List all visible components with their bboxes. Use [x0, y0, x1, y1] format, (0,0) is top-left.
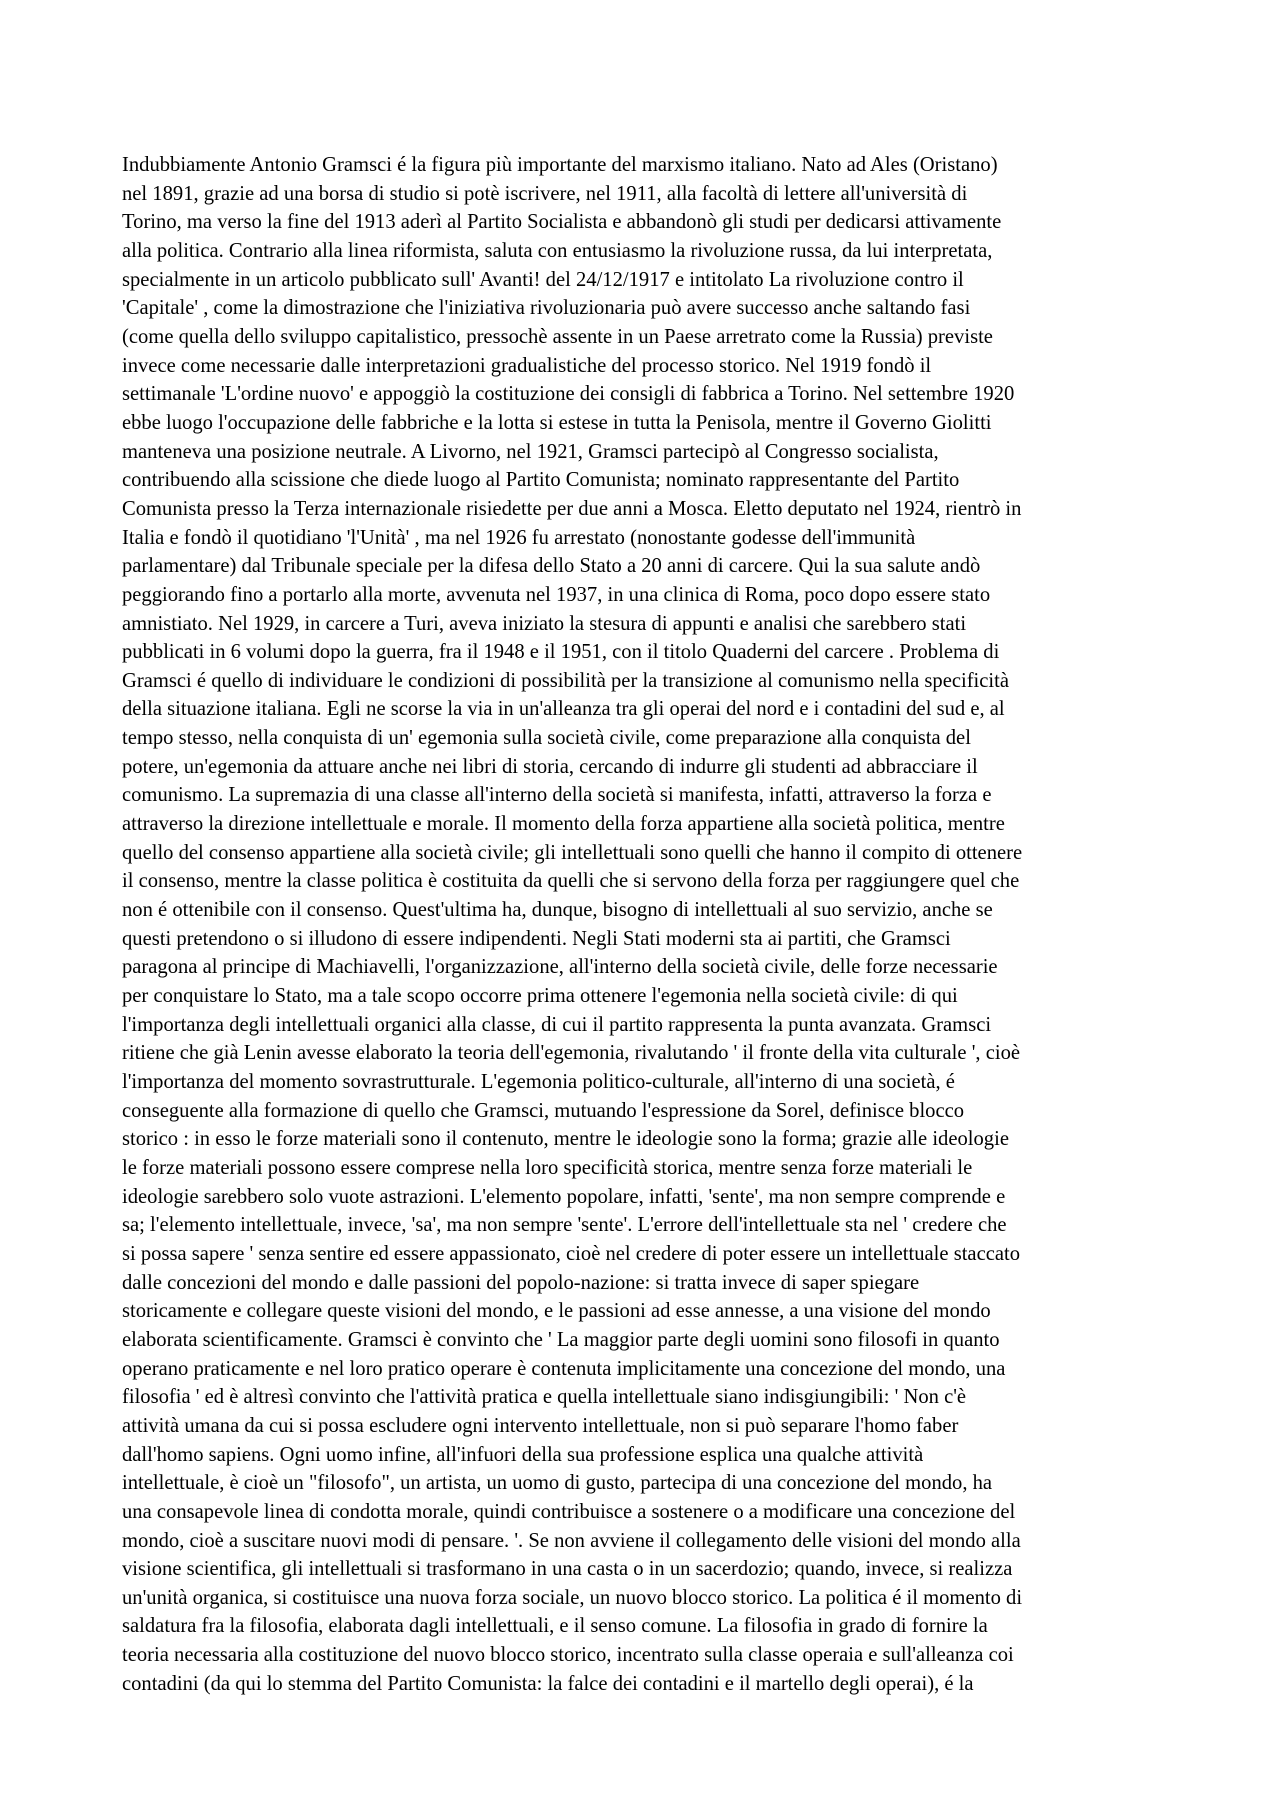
- text-line: filosofia ' ed è altresì convinto che l'attività pratica e quella intellettuale siano indisgiungibili: ' Non c'è: [122, 1386, 967, 1409]
- text-line: teoria necessaria alla costituzione del nuovo blocco storico, incentrato sulla classe operaia e sull'alleanza coi: [122, 1644, 1014, 1667]
- text-line: Gramsci é quello di individuare le condizioni di possibilità per la transizione al comunismo nella specificità: [122, 669, 1009, 692]
- text-line: Torino, ma verso la fine del 1913 aderì al Partito Socialista e abbandonò gli studi per dedicarsi attivamente: [122, 211, 1002, 234]
- text-line: per conquistare lo Stato, ma a tale scopo occorre prima ottenere l'egemonia nella società civile: di qui: [122, 985, 958, 1008]
- text-line: sa; l'elemento intellettuale, invece, 'sa', ma non sempre 'sente'. L'errore dell'intellettuale sta nel ' credere che: [122, 1214, 1007, 1237]
- text-line: visione scientifica, gli intellettuali si trasformano in una casta o in un sacerdozio; quando, invece, si realizza: [122, 1558, 1013, 1581]
- text-line: mondo, cioè a suscitare nuovi modi di pensare. '. Se non avviene il collegamento delle visioni del mondo alla: [122, 1529, 1021, 1552]
- text-line: paragona al principe di Machiavelli, l'organizzazione, all'interno della società civile, delle forze necessarie: [122, 956, 998, 979]
- text-line: ideologie sarebbero solo vuote astrazioni. L'elemento popolare, infatti, 'sente', ma non sempre comprende e: [122, 1185, 1006, 1208]
- text-line: comunismo. La supremazia di una classe all'interno della società si manifesta, infatti, attraverso la forza e: [122, 784, 992, 807]
- text-line: specialmente in un articolo pubblicato sull' Avanti! del 24/12/1917 e intitolato La rivoluzione contro il: [122, 268, 964, 291]
- text-line: (come quella dello sviluppo capitalistico, pressochè assente in un Paese arretrato come la Russia) previste: [122, 325, 993, 348]
- body-paragraph: [122, 151, 1162, 1698]
- text-line: contribuendo alla scissione che diede luogo al Partito Comunista; nominato rappresentante del Partito: [122, 469, 960, 492]
- text-line: si possa sapere ' senza sentire ed essere appassionato, cioè nel credere di poter essere un intellettuale staccato: [122, 1242, 1021, 1265]
- text-line: nel 1891, grazie ad una borsa di studio si potè iscrivere, nel 1911, alla facoltà di lettere all'università di: [122, 182, 968, 205]
- text-line: della situazione italiana. Egli ne scorse la via in un'alleanza tra gli operai del nord e i contadini del sud e, al: [122, 698, 1005, 721]
- text-line: intellettuale, è cioè un "filosofo", un artista, un uomo di gusto, partecipa di una concezione del mondo, ha: [122, 1472, 993, 1495]
- text-line: conseguente alla formazione di quello che Gramsci, mutuando l'espressione da Sorel, definisce blocco: [122, 1099, 965, 1122]
- text-line: manteneva una posizione neutrale. A Livorno, nel 1921, Gramsci partecipò al Congresso socialista,: [122, 440, 939, 463]
- text-line: storicamente e collegare queste visioni del mondo, e le passioni ad esse annesse, a una visione del mondo: [122, 1300, 991, 1323]
- text-line: alla politica. Contrario alla linea riformista, saluta con entusiasmo la rivoluzione russa, da lui interpretata,: [122, 239, 993, 262]
- text-line: Indubbiamente Antonio Gramsci é la figura più importante del marxismo italiano. Nato ad Ales (Oristano): [122, 154, 998, 176]
- text-line: Comunista presso la Terza internazionale risiedette per due anni a Mosca. Eletto deputato nel 1924, rientrò in: [122, 497, 1022, 520]
- text-line: ebbe luogo l'occupazione delle fabbriche e la lotta si estese in tutta la Penisola, mentre il Governo Giolitti: [122, 411, 992, 434]
- text-line: potere, un'egemonia da attuare anche nei libri di storia, cercando di indurre gli studenti ad abbracciare il: [122, 755, 978, 778]
- text-line: storico : in esso le forze materiali sono il contenuto, mentre le ideologie sono la forma; grazie alle ideologie: [122, 1128, 1009, 1151]
- text-line: dalle concezioni del mondo e dalle passioni del popolo-nazione: si tratta invece di saper spiegare: [122, 1271, 920, 1294]
- text-line: 'Capitale' , come la dimostrazione che l'iniziativa rivoluzionaria può avere successo anche saltando fasi: [122, 297, 971, 320]
- text-line: Italia e fondò il quotidiano 'l'Unità' , ma nel 1926 fu arrestato (nonostante godesse dell'immunità: [122, 526, 916, 549]
- text-line: elaborata scientificamente. Gramsci è convinto che ' La maggior parte degli uomini sono filosofi in quanto: [122, 1328, 1000, 1351]
- text-line: parlamentare) dal Tribunale speciale per la difesa dello Stato a 20 anni di carcere. Qui la sua salute andò: [122, 555, 981, 578]
- text-line: l'importanza del momento sovrastrutturale. L'egemonia politico-culturale, all'interno di una società, é: [122, 1071, 955, 1093]
- text-line: saldatura fra la filosofia, elaborata dagli intellettuali, e il senso comune. La filosofia in grado di fornire la: [122, 1615, 988, 1638]
- text-line: pubblicati in 6 volumi dopo la guerra, fra il 1948 e il 1951, con il titolo Quaderni del carcere . Problema di: [122, 641, 1000, 664]
- text-line: operano praticamente e nel loro pratico operare è contenuta implicitamente una concezione del mondo, una: [122, 1357, 1006, 1380]
- text-line: amnistiato. Nel 1929, in carcere a Turi, aveva iniziato la stesura di appunti e analisi che sarebbero stati: [122, 612, 967, 635]
- text-line: quello del consenso appartiene alla società civile; gli intellettuali sono quelli che hanno il compito di ottenere: [122, 841, 1023, 864]
- text-line: questi pretendono o si illudono di essere indipendenti. Negli Stati moderni sta ai partiti, che Gramsci: [122, 927, 951, 950]
- text-line: le forze materiali possono essere comprese nella loro specificità storica, mentre senza forze materiali le: [122, 1156, 973, 1179]
- text-line: l'importanza degli intellettuali organici alla classe, di cui il partito rappresenta la punta avanzata. Gramsci: [122, 1013, 992, 1036]
- text-line: il consenso, mentre la classe politica è costituita da quelli che si servono della forza per raggiungere quel che: [122, 870, 1020, 893]
- text-line: invece come necessarie dalle interpretazioni gradualistiche del processo storico. Nel 1919 fondò il: [122, 354, 932, 377]
- text-line: contadini (da qui lo stemma del Partito Comunista: la falce dei contadini e il martello degli operai), é la: [122, 1672, 974, 1695]
- text-line: attività umana da cui si possa escludere ogni intervento intellettuale, non si può separare l'homo faber: [122, 1414, 959, 1437]
- text-line: una consapevole linea di condotta morale, quindi contribuisce a sostenere o a modificare una concezione del: [122, 1500, 1016, 1523]
- text-line: ritiene che già Lenin avesse elaborato la teoria dell'egemonia, rivalutando ' il fronte della vita culturale ', cioè: [122, 1042, 1021, 1065]
- text-line: dall'homo sapiens. Ogni uomo infine, all'infuori della sua professione esplica una qualche attività: [122, 1443, 924, 1466]
- text-line: attraverso la direzione intellettuale e morale. Il momento della forza appartiene alla società politica, mentre: [122, 813, 1005, 836]
- text-line: settimanale 'L'ordine nuovo' e appoggiò la costituzione dei consigli di fabbrica a Torino. Nel settembre 1920: [122, 383, 1015, 406]
- text-line: tempo stesso, nella conquista di un' egemonia sulla società civile, come preparazione alla conquista del: [122, 727, 971, 750]
- text-line: un'unità organica, si costituisce una nuova forza sociale, un nuovo blocco storico. La politica é il momento di: [122, 1586, 1023, 1609]
- text-line: peggiorando fino a portarlo alla morte, avvenuta nel 1937, in una clinica di Roma, poco dopo essere stato: [122, 583, 991, 606]
- text-line: non é ottenibile con il consenso. Quest'ultima ha, dunque, bisogno di intellettuali al suo servizio, anche se: [122, 899, 993, 922]
